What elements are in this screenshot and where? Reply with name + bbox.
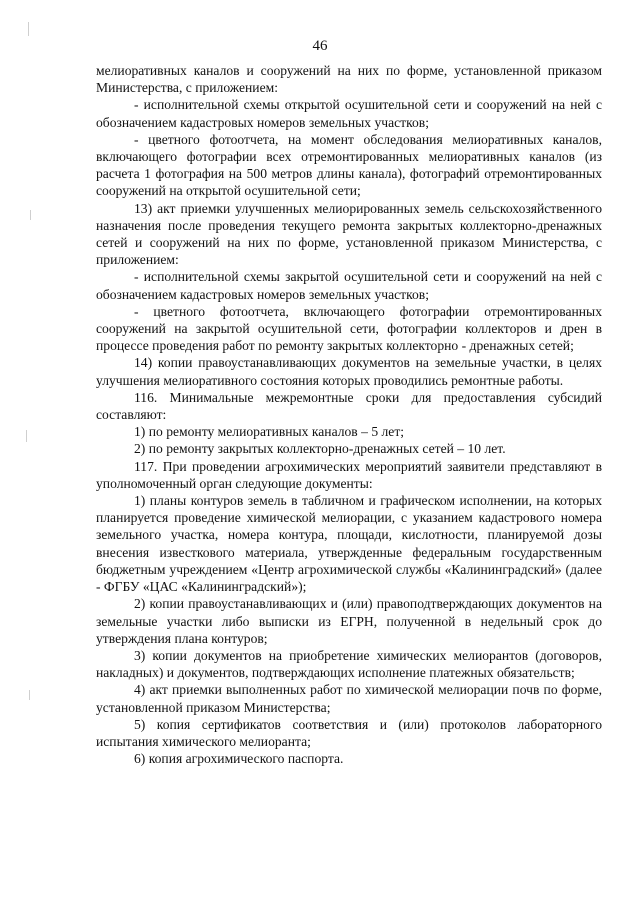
paragraph: 117. При проведении агрохимических мероприятий заявители представляют в уполномоченный орган следующие документы: [96,458,602,491]
paragraph: - исполнительной схемы открытой осушительной сети и сооружений на ней с обозначением кадастровых номеров земельных участков; [96,97,602,130]
paragraph: 2) копии правоустанавливающих и (или) правоподтверждающих документов на земельные участки либо выписки из ЕГРН, полученной в недельный срок до утверждения плана контуров; [96,596,602,646]
paragraph: - цветного фотоотчета, на момент обследования мелиоративных каналов, включающего фотографии всех отремонтированных мелиоративных каналов (из расчета 1 фотография на 500 метров длины канала), фотографий отремонтированных сооружений на открытой осушительной сети; [96,131,602,199]
paragraph: 1) планы контуров земель в табличном и графическом исполнении, на которых планируется проведение химической мелиорации, с указанием кадастрового номера земельного участка, номера контура, площади, кислотности, планируемой дозы внесения известкового материала, утвержденные федеральным государственным бюджетным учреждением «Центр агрохимической службы «Калининградский» (далее - ФГБУ «ЦАС «Калининградский»); [96,493,602,595]
paragraph: 5) копия сертификатов соответствия и (или) протоколов лабораторного испытания химического мелиоранта; [96,716,602,749]
paragraph: 116. Минимальные межремонтные сроки для предоставления субсидий составляют: [96,389,602,423]
paragraph: 6) копия агрохимического паспорта. [134,751,344,767]
scan-mark [28,22,29,36]
paragraph: - исполнительной схемы закрытой осушительной сети и сооружений на ней с обозначением кадастровых номеров земельных участков; [96,269,602,302]
scan-mark [30,210,31,220]
paragraph: 13) акт приемки улучшенных мелиорированных земель сельскохозяйственного назначения после проведения текущего ремонта закрытых коллекторно-дренажных сетей и сооружений на них по форме, установленной приказом Министерства, с приложением: [96,200,602,268]
paragraph: 4) акт приемки выполненных работ по химической мелиорации почв по форме, установленной приказом Министерства; [96,682,602,715]
paragraph: 14) копии правоустанавливающих документов на земельные участки, в целях улучшения мелиоративного состояния которых проводились ремонтные работы. [96,355,602,388]
document-body [96,62,602,767]
scan-mark [29,690,30,700]
paragraph: 2) по ремонту закрытых коллекторно-дренажных сетей – 10 лет. [134,441,506,457]
paragraph: мелиоративных каналов и сооружений на них по форме, установленной приказом Министерства, с приложением: [96,63,602,96]
paragraph: 1) по ремонту мелиоративных каналов – 5 лет; [134,424,405,440]
scan-mark [26,430,27,442]
paragraph: 3) копии документов на приобретение химических мелиорантов (договоров, накладных) и документов, подтверждающих исполнение платежных обязательств; [96,647,602,681]
paragraph: - цветного фотоотчета, включающего фотографии отремонтированных сооружений на закрытой осушительной сети, фотографии коллекторов и дрен в процессе проведения работ по ремонту закрытых коллекторно - дренажных сетей; [96,303,602,354]
page-number: 46 [312,38,328,54]
